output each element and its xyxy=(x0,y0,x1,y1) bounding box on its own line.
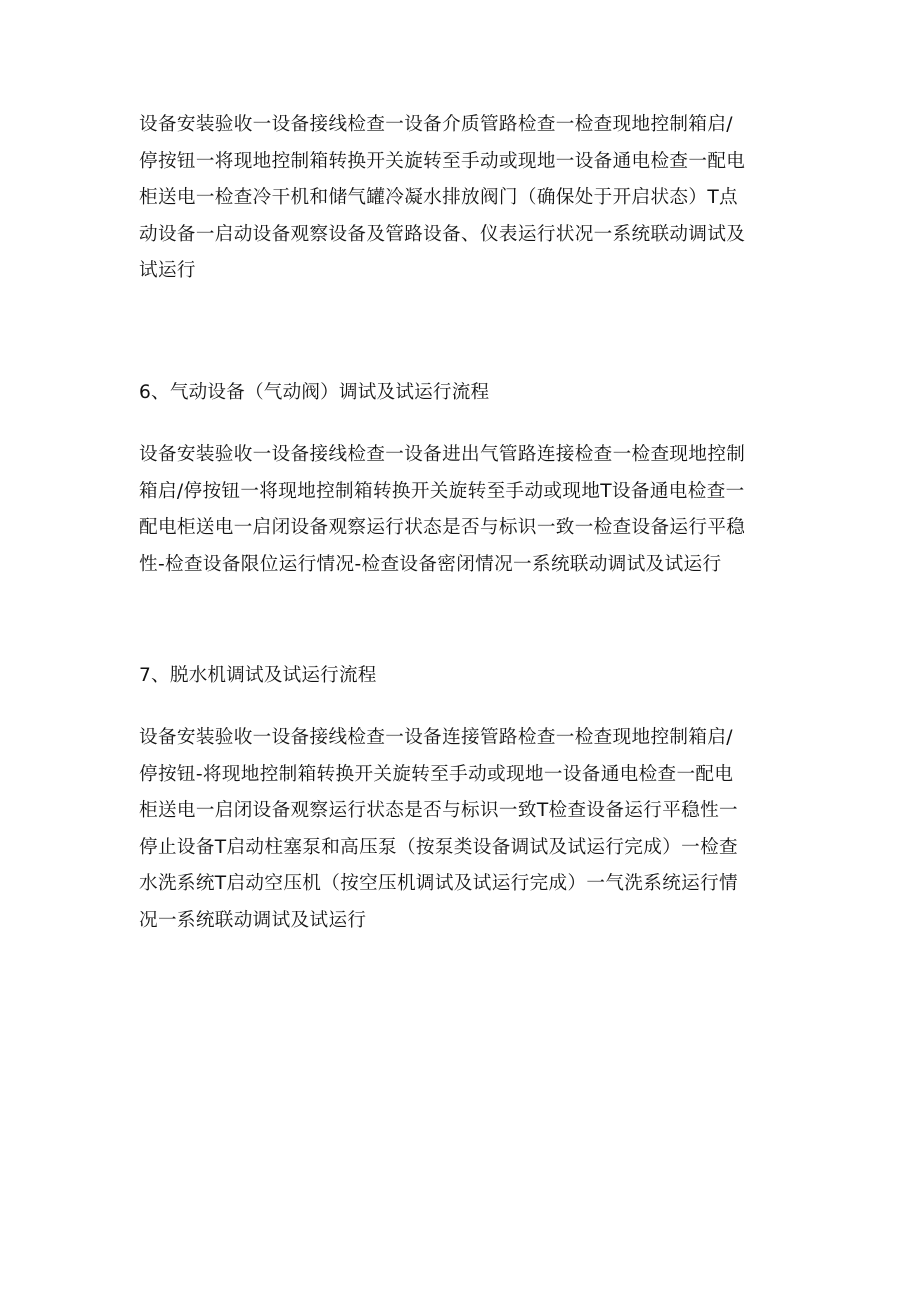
text-line: 配电柜送电一启闭设备观察运行状态是否与标识一致一检查设备运行平稳 xyxy=(139,517,746,538)
heading-text: 6、气动设备（气动阀）调试及试运行流程 xyxy=(139,382,490,403)
paragraph-startup-procedure xyxy=(139,107,789,290)
text-line: 设备安装验收一设备接线检查一设备连接管路检查一检查现地控制箱启/ xyxy=(139,727,733,748)
text-line: 试运行 xyxy=(139,260,196,281)
section-heading-7 xyxy=(139,658,789,695)
heading-text: 7、脱水机调试及试运行流程 xyxy=(139,665,377,686)
text-line: 停按钮一将现地控制箱转换开关旋转至手动或现地一设备通电检查一配电 xyxy=(139,150,746,172)
paragraph-dewatering-procedure xyxy=(139,720,789,939)
text-line: 况一系统联动调试及试运行 xyxy=(139,909,367,931)
text-line: 柜送电一启闭设备观察运行状态是否与标识一致T检查设备运行平稳性一 xyxy=(139,800,738,821)
text-line: 水洗系统T启动空压机（按空压机调试及试运行完成）一气洗系统运行情 xyxy=(139,873,738,894)
text-line: 停按钮-将现地控制箱转换开关旋转至手动或现地一设备通电检查一配电 xyxy=(139,763,734,785)
paragraph-pneumatic-procedure xyxy=(139,437,789,583)
text-line: 性-检查设备限位运行情况-检查设备密闭情况一系统联动调试及试运行 xyxy=(139,553,722,575)
section-heading-6 xyxy=(139,375,789,412)
text-line: 箱启/停按钮一将现地控制箱转换开关旋转至手动或现地T设备通电检查一 xyxy=(139,480,745,502)
text-line: 动设备一启动设备观察设备及管路设备、仪表运行状况一系统联动调试及 xyxy=(139,223,746,245)
text-line: 停止设备T启动柱塞泵和高压泵（按泵类设备调试及试运行完成）一检查 xyxy=(139,836,738,858)
text-line: 设备安装验收一设备接线检查一设备进出气管路连接检查一检查现地控制 xyxy=(139,444,746,465)
text-line: 柜送电一检查冷干机和储气罐冷凝水排放阀门（确保处于开启状态）T点 xyxy=(139,187,738,208)
text-line: 设备安装验收一设备接线检查一设备介质管路检查一检查现地控制箱启/ xyxy=(139,114,733,135)
